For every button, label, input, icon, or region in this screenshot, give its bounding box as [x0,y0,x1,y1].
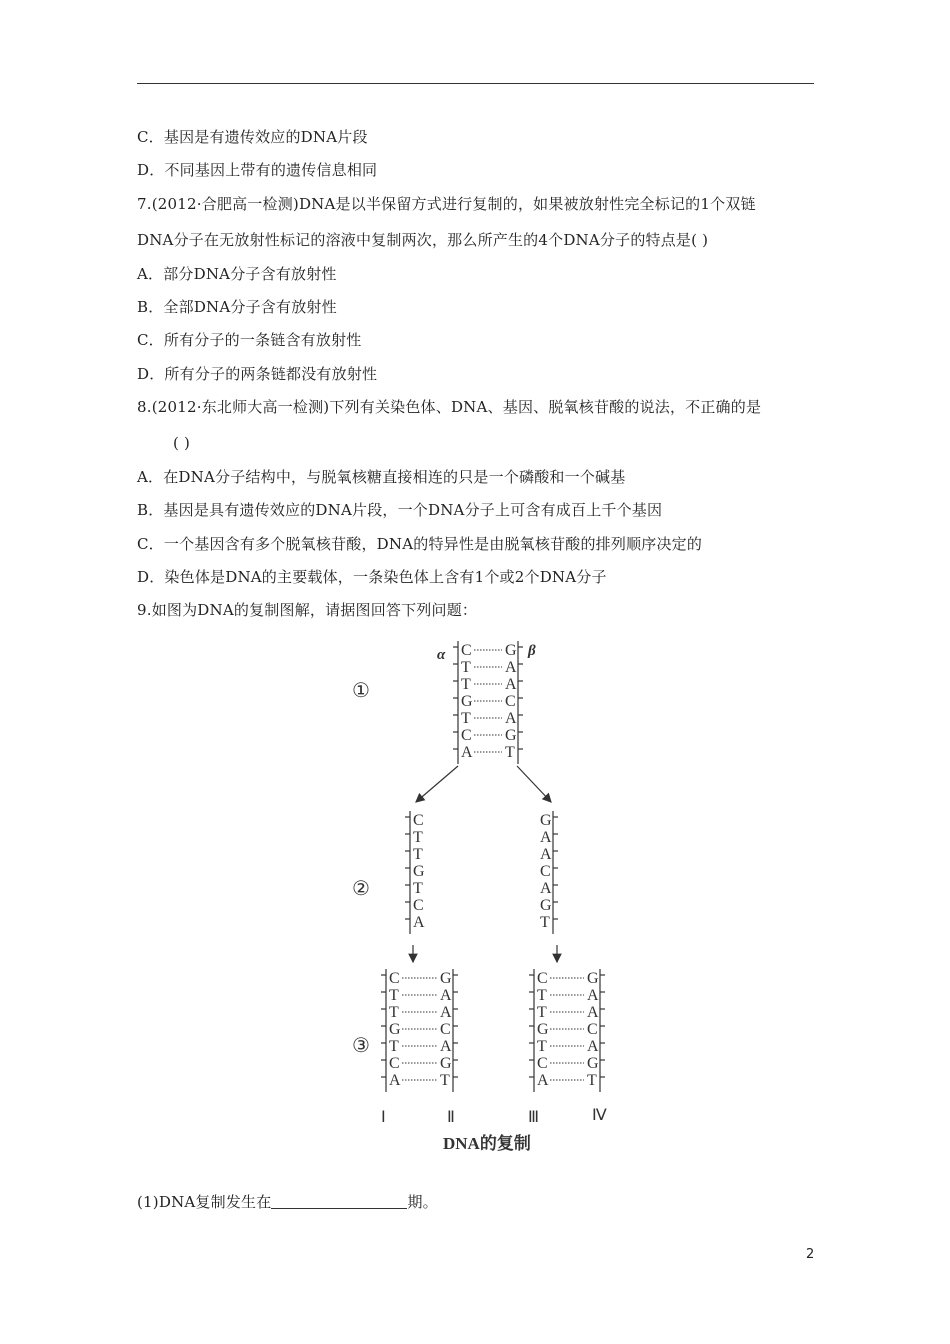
daughter-dna-2-right-base: A [587,1038,599,1055]
daughter-dna-1-left-base: C [389,1055,400,1072]
question-9-part1-suffix: 期。 [407,1193,438,1211]
parent-dna-right-base: A [505,659,517,676]
daughter-dna-2-left-base: T [537,987,547,1004]
parent-dna-left-base: G [461,693,473,710]
parent-dna-right-base: G [505,642,517,659]
step-label-3: ③ [352,1035,370,1057]
daughter-dna-1-right-base: A [440,1038,452,1055]
daughter-dna-2-left-base: C [537,1055,548,1072]
daughter-dna-1-right-base: C [440,1021,451,1038]
separated-left-base: C [413,812,424,829]
daughter-dna-1-left-base: T [389,1038,399,1055]
separated-right-base: A [540,880,552,897]
question-8-line1: 8.(2012·东北师大高一检测)下列有关染色体、DNA、基因、脱氧核苷酸的说法，不正确的是 [137,398,762,416]
daughter-dna-1-left-base: A [389,1072,401,1089]
daughter-dna-2-left-base: G [537,1021,549,1038]
daughter-dna-1-left-base: T [389,1004,399,1021]
option-8a: A．在DNA分子结构中，与脱氧核糖直接相连的只是一个磷酸和一个碱基 [137,468,626,486]
separated-right-base: A [540,829,552,846]
daughter-dna-1-right-base: A [440,1004,452,1021]
separated-left-base: T [413,846,423,863]
parent-dna-right-base: A [505,710,517,727]
daughter-dna-2-right-base: C [587,1021,598,1038]
daughter-dna-1-right-base: G [440,1055,452,1072]
question-8-answer-paren: ( ) [173,434,191,452]
strand-label-1: Ⅰ [381,1109,386,1126]
parent-dna-left-base: T [461,676,471,693]
parent-dna-right-base: T [505,744,515,761]
option-8c: C．一个基因含有多个脱氧核苷酸，DNA的特异性是由脱氧核苷酸的排列顺序决定的 [137,535,703,553]
daughter-dna-2-right-base: G [587,970,599,987]
question-7-line1: 7.(2012·合肥高一检测)DNA是以半保留方式进行复制的，如果被放射性完全标记的1个双链 [137,195,756,213]
option-a: A．部分DNA分子含有放射性 [137,265,337,283]
daughter-dna-1-right-base: T [440,1072,450,1089]
parent-dna-right-base: G [505,727,517,744]
daughter-dna-2-left-base: A [537,1072,549,1089]
separated-right-base: C [540,863,551,880]
daughter-dna-1-right-base: A [440,987,452,1004]
separated-left-base: C [413,897,424,914]
daughter-dna-2-right-base: A [587,987,599,1004]
daughter-dna-2-left-base: T [537,1038,547,1055]
question-9: 9.如图为DNA的复制图解，请据图回答下列问题： [137,601,478,619]
option-7c-prev: C．基因是有遗传效应的DNA片段 [137,128,368,146]
option-c: C．所有分子的一条链含有放射性 [137,331,362,349]
option-7d-prev: D．不同基因上带有的遗传信息相同 [137,161,378,179]
page-number: 2 [806,1247,815,1262]
answer-blank[interactable] [271,1194,407,1209]
daughter-dna-1-left-base: C [389,970,400,987]
daughter-dna-2-left-base: T [537,1004,547,1021]
parent-dna-left-base: C [461,727,472,744]
separated-right-base: G [540,897,552,914]
question-7-line2: DNA分子在无放射性标记的溶液中复制两次，那么所产生的4个DNA分子的特点是( ) [137,231,709,249]
beta-label: β [528,643,536,659]
daughter-dna-1-right-base: G [440,970,452,987]
step-label-2: ② [352,878,370,900]
arrow-right [517,766,551,802]
arrow-left [416,766,458,802]
parent-dna-left-base: A [461,744,473,761]
separated-left-base: A [413,914,425,931]
parent-dna-right-base: A [505,676,517,693]
separated-left-base: T [413,829,423,846]
option-8d: D．染色体是DNA的主要载体，一条染色体上含有1个或2个DNA分子 [137,568,607,586]
daughter-dna-2-right-base: T [587,1072,597,1089]
figure-caption: DNA的复制 [443,1134,531,1153]
step-label-1: ① [352,680,370,702]
question-9-part1 [137,1192,438,1212]
option-d: D．所有分子的两条链都没有放射性 [137,365,378,383]
strand-label-3: Ⅲ [528,1109,540,1126]
daughter-dna-1-left-base: G [389,1021,401,1038]
strand-label-2: Ⅱ [447,1109,455,1126]
separated-left-base: G [413,863,425,880]
parent-dna-left-base: C [461,642,472,659]
parent-dna-left-base: T [461,659,471,676]
strand-label-4: Ⅳ [592,1107,607,1124]
separated-right-base: T [540,914,550,931]
question-9-part1-prefix: (1)DNA复制发生在 [137,1193,272,1211]
separated-left-base: T [413,880,423,897]
alpha-label: α [437,647,446,663]
daughter-dna-1-left-base: T [389,987,399,1004]
option-8b: B．基因是具有遗传效应的DNA片段，一个DNA分子上可含有成百上千个基因 [137,501,663,519]
parent-dna-right-base: C [505,693,516,710]
parent-dna-left-base: T [461,710,471,727]
separated-right-base: A [540,846,552,863]
daughter-dna-2-right-base: G [587,1055,599,1072]
separated-right-base: G [540,812,552,829]
daughter-dna-2-left-base: C [537,970,548,987]
daughter-dna-2-right-base: A [587,1004,599,1021]
option-b: B．全部DNA分子含有放射性 [137,298,337,316]
